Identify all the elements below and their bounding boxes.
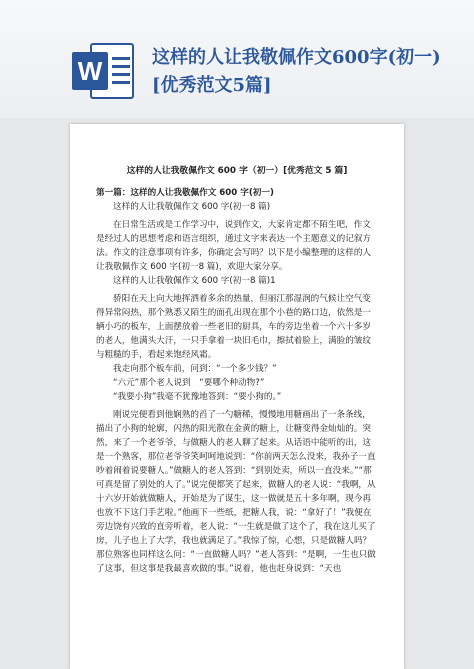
paragraph: 这样的人让我敬佩作文 600 字(初一8 篇) — [113, 202, 271, 212]
text-line-mark — [112, 81, 130, 84]
document-title: 这样的人让我敬佩作文 600 字（初一）[优秀范文 5 篇] — [126, 166, 348, 176]
word-document-icon — [72, 43, 136, 99]
paragraph: 在日常生活或是工作学习中，说到作文，大家肯定都不陌生吧，作文是经过人的思想考虑和语言组织，通过文字来表达一个主题意义的记叙方法。作文的注意事项有许多，你确定会写吗？以下是小编整理的这样的人让我敬佩作文 600 字(初一8 篇)，欢迎大家分享。 — [96, 220, 372, 272]
paragraph: 刚说完便看到他娴熟的舀了一勺糖稀，慢慢地用糖画出了一条条线，描出了小狗的轮廓，闪热的阳光散在金黄的糖上，让糖变得金灿灿的。突然，来了一个老爷爷，与做糖人的老人聊了起来。从话语中能听的出，这是一个熟客，那位老爷爷笑呵呵地说到：“你前两天怎么没来，我孙子一直吵着闹着说要糖人。”做糖人的老人答到：“到别处卖，所以一直没来。”“那可真是留了别处的人了。”说完便都笑了起来，做糖人的老人说：“我啊，从十六岁开始就做糖人，开始是为了谋生，这一做就是五十多年啊，现今再也放不下这门手艺啦。”他画下一些纸，把糖人我，说：“拿好了！”我便在旁边饶有兴致的直旁听着，老人说：“一生就是做了这个了，我在这儿买了房，儿子也上了大学，我也就满足了。”我惊了惊，心想，只是做糖人吗？那位熟客也同样这么问：“一直做糖人吗？”老人答到：“是啊，一生也只做了这事，但这事是我最喜欢做的事。”说着，他也赶身说到：“天也 — [96, 410, 376, 574]
text-line-mark — [112, 65, 130, 68]
word-letter-badge: W — [72, 52, 108, 90]
paragraph: 这样的人让我敬佩作文 600 字(初一8 篇)1 — [113, 276, 276, 286]
paragraph: 骄阳在天上向大地挥洒着多余的热量，但丽江那湿润的气候让空气变得异常闷热，那个熟悉又陌生的面孔出现在那个小巷的路口边，依然是一辆小巧的板车，上面摆放着一些老旧的厨具，车的旁边坐着一个六十多岁的老人，他满头大汗，一只手拿着一块旧毛巾，擦拭着脸上，满脸的皱纹与粗糙的手，看起来饱经风霜。 — [96, 294, 372, 360]
section-title: 第一篇：这样的人让我敬佩作文 600 字(初一) — [96, 188, 274, 198]
document-page — [70, 124, 404, 669]
banner-title: 这样的人让我敬佩作文600字(初一)[优秀范文5篇] — [152, 47, 441, 96]
paragraph: “六元”那个老人说到 “要哪个种动物?” — [113, 378, 265, 388]
paragraph: “我要小狗”我毫不犹豫地答到：“要小狗的。” — [113, 392, 282, 402]
text-line-mark — [112, 57, 130, 60]
paragraph: 我走向那个板车前，问到：“一个多少钱？” — [113, 364, 277, 374]
text-line-mark — [112, 73, 130, 76]
header-banner — [0, 0, 474, 118]
